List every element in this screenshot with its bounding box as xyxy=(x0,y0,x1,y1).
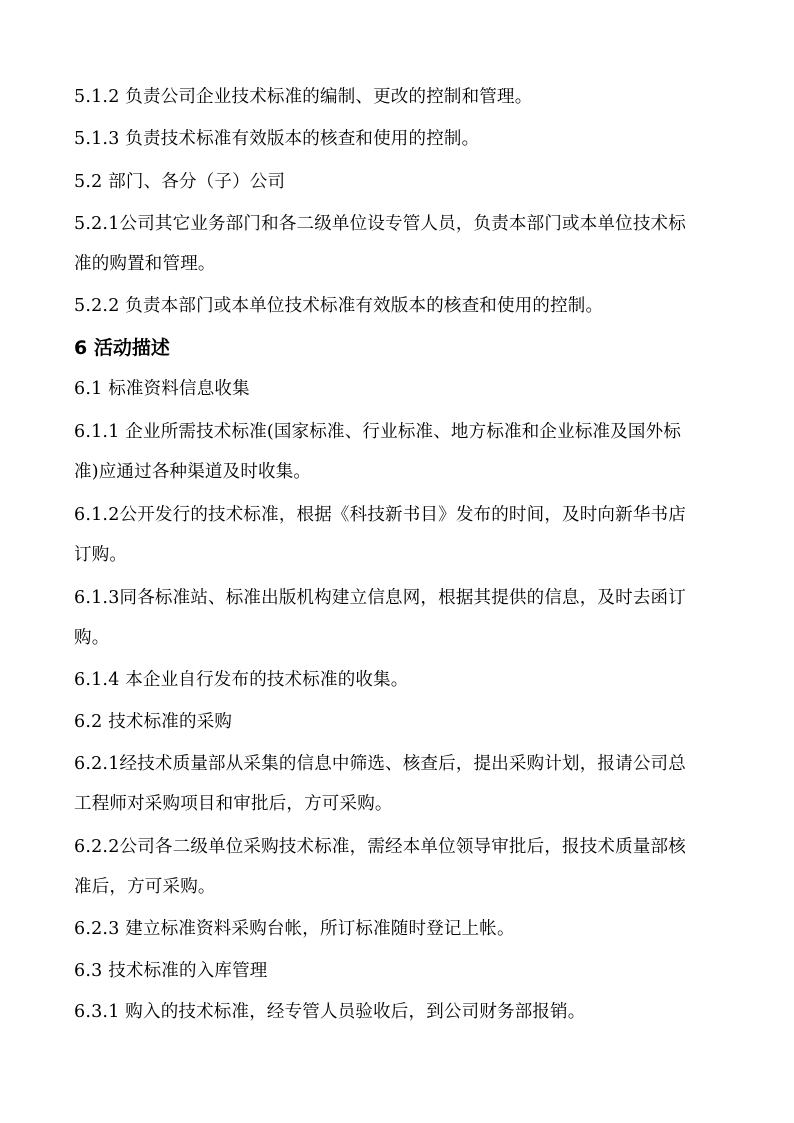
clause-6-3-1: 6.3.1 购入的技术标准，经专管人员验收后，到公司财务部报销。 xyxy=(74,1002,586,1022)
clause-6-1-2-line-1: 6.1.2公开发行的技术标准，根据《科技新书目》发布的时间，及时向新华书店 xyxy=(74,505,686,525)
section-6-3-title: 6.3 技术标准的入库管理 xyxy=(74,961,268,981)
section-6-1-title: 6.1 标准资料信息收集 xyxy=(74,379,250,399)
clause-5-2-2: 5.2.2 负责本部门或本单位技术标准有效版本的核查和使用的控制。 xyxy=(74,296,604,316)
clause-5-2-1-line-2: 准的购置和管理。 xyxy=(74,254,216,274)
clause-6-2-2-line-1: 6.2.2公司各二级单位采购技术标准，需经本单位领导审批后，报技术质量部核 xyxy=(74,837,686,857)
section-6-2-title: 6.2 技术标准的采购 xyxy=(74,712,233,732)
clause-5-1-2: 5.1.2 负责公司企业技术标准的编制、更改的控制和管理。 xyxy=(74,87,533,107)
clause-6-1-4: 6.1.4 本企业自行发布的技术标准的收集。 xyxy=(74,670,409,690)
clause-5-1-3: 5.1.3 负责技术标准有效版本的核查和使用的控制。 xyxy=(74,129,480,149)
clause-6-1-3-line-1: 6.1.3同各标准站、标准出版机构建立信息网，根据其提供的信息，及时去函订 xyxy=(74,588,686,608)
clause-6-2-1-line-2: 工程师对采购项目和审批后，方可采购。 xyxy=(74,794,393,814)
clause-6-2-3: 6.2.3 建立标准资料采购台帐，所订标准随时登记上帐。 xyxy=(74,919,515,939)
clause-6-2-2-line-2: 准后，方可采购。 xyxy=(74,877,216,897)
clause-6-1-3-line-2: 购。 xyxy=(74,628,110,648)
section-5-2-title: 5.2 部门、各分（子）公司 xyxy=(74,172,286,192)
clause-5-2-1-line-1: 5.2.1公司其它业务部门和各二级单位设专管人员，负责本部门或本单位技术标 xyxy=(74,214,686,234)
section-6-heading: 6 活动描述 xyxy=(74,337,170,359)
clause-6-1-2-line-2: 订购。 xyxy=(74,545,128,565)
clause-6-1-1-line-1: 6.1.1 企业所需技术标准(国家标准、行业标准、地方标准和企业标准及国外标 xyxy=(74,422,682,442)
clause-6-1-1-line-2: 准)应通过各种渠道及时收集。 xyxy=(74,462,312,482)
clause-6-2-1-line-1: 6.2.1经技术质量部从采集的信息中筛选、核查后，提出采购计划，报请公司总 xyxy=(74,754,686,774)
